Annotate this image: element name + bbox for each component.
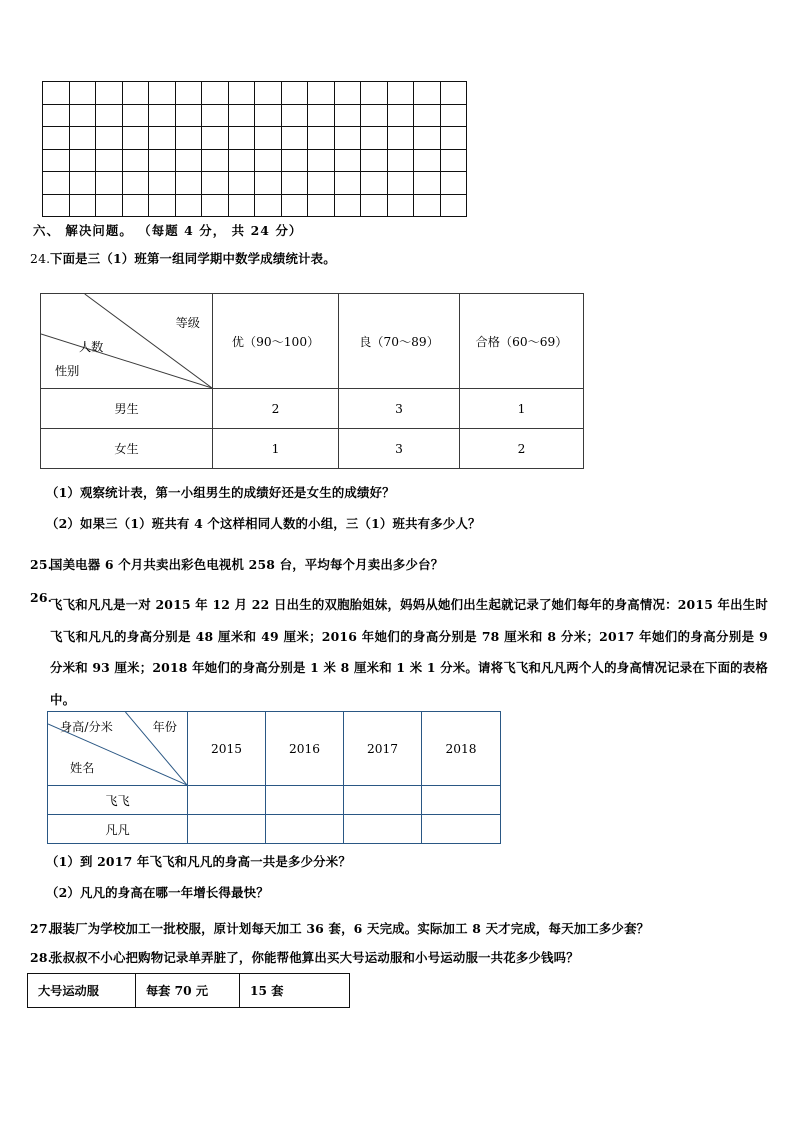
writing-grid-cell[interactable] <box>96 172 123 195</box>
writing-grid-cell[interactable] <box>175 127 202 150</box>
q24-corner-gender-label: 性别 <box>55 364 80 378</box>
writing-grid-cell[interactable] <box>361 127 388 150</box>
writing-grid-cell[interactable] <box>228 172 255 195</box>
q26-number: 26. <box>30 590 53 605</box>
q26-sub-1: （1）到 2017 年飞飞和凡凡的身高一共是多少分米？ <box>46 854 351 869</box>
writing-grid-cell[interactable] <box>414 149 441 172</box>
writing-grid-cell[interactable] <box>440 82 467 105</box>
writing-grid-cell[interactable] <box>414 104 441 127</box>
writing-grid-cell[interactable] <box>228 82 255 105</box>
writing-grid-cell[interactable] <box>202 82 229 105</box>
writing-grid-cell[interactable] <box>69 194 96 217</box>
q24-stem: 下面是三（1）班第一组同学期中数学成绩统计表。 <box>50 251 336 266</box>
writing-grid-cell[interactable] <box>69 149 96 172</box>
writing-grid-cell[interactable] <box>228 127 255 150</box>
q28-number: 28. <box>30 950 53 965</box>
writing-grid-cell[interactable] <box>440 149 467 172</box>
writing-grid-cell[interactable] <box>149 149 176 172</box>
writing-grid-row <box>43 194 467 217</box>
writing-grid-cell[interactable] <box>122 172 149 195</box>
writing-grid-cell[interactable] <box>334 127 361 150</box>
q24-corner-count-label: 人数 <box>79 340 104 354</box>
writing-grid-cell[interactable] <box>43 82 70 105</box>
writing-grid-cell[interactable] <box>43 194 70 217</box>
writing-grid-cell[interactable] <box>96 127 123 150</box>
writing-grid-cell[interactable] <box>308 149 335 172</box>
writing-grid-cell[interactable] <box>308 172 335 195</box>
writing-grid-cell[interactable] <box>414 194 441 217</box>
q24-cell: 3 <box>339 429 460 469</box>
writing-grid-cell[interactable] <box>202 104 229 127</box>
writing-grid-cell[interactable] <box>387 104 414 127</box>
writing-grid-cell[interactable] <box>69 127 96 150</box>
writing-grid-cell[interactable] <box>122 194 149 217</box>
writing-grid-cell[interactable] <box>361 194 388 217</box>
q26-sub-2: （2）凡凡的身高在哪一年增长得最快？ <box>46 885 269 900</box>
writing-grid-cell[interactable] <box>149 194 176 217</box>
writing-grid-cell[interactable] <box>96 149 123 172</box>
writing-grid-cell[interactable] <box>281 127 308 150</box>
writing-grid-cell[interactable] <box>387 82 414 105</box>
writing-grid-cell[interactable] <box>281 172 308 195</box>
writing-grid-cell[interactable] <box>96 194 123 217</box>
writing-grid-cell[interactable] <box>440 194 467 217</box>
writing-grid-cell[interactable] <box>122 104 149 127</box>
writing-grid-cell[interactable] <box>202 172 229 195</box>
writing-grid-table <box>42 81 467 217</box>
writing-grid-cell[interactable] <box>255 172 282 195</box>
q26-answer-cell[interactable] <box>422 815 501 844</box>
writing-grid-row <box>43 127 467 150</box>
writing-grid-cell[interactable] <box>175 104 202 127</box>
q24-corner-cell <box>41 294 213 389</box>
q24-corner-grade-label: 等级 <box>175 316 200 330</box>
writing-grid-cell[interactable] <box>122 127 149 150</box>
writing-grid-cell[interactable] <box>175 149 202 172</box>
writing-grid-cell[interactable] <box>440 104 467 127</box>
table-row <box>28 974 350 1008</box>
writing-grid-cell[interactable] <box>255 82 282 105</box>
writing-grid-cell[interactable] <box>334 82 361 105</box>
writing-grid-cell[interactable] <box>149 127 176 150</box>
writing-grid-cell[interactable] <box>334 149 361 172</box>
q26-corner-height-label: 身高/分米 <box>60 720 113 734</box>
q24-cell: 3 <box>339 389 460 429</box>
writing-grid-cell[interactable] <box>43 149 70 172</box>
section-heading: 六、 解决问题。 （每题 4 分， 共 24 分） <box>33 223 303 238</box>
q26-height-table <box>47 711 501 844</box>
q24-col-header: 合格（60～69） <box>460 294 584 389</box>
table-row <box>41 389 584 429</box>
q26-col-header: 2016 <box>266 712 344 786</box>
writing-grid-cell[interactable] <box>228 104 255 127</box>
q26-answer-cell[interactable] <box>344 815 422 844</box>
writing-grid-cell[interactable] <box>334 194 361 217</box>
q25-number: 25. <box>30 557 53 572</box>
writing-grid-cell[interactable] <box>308 127 335 150</box>
q24-statistics-table <box>40 293 584 469</box>
q26-answer-cell[interactable] <box>188 815 266 844</box>
q24-col-header: 良（70～89） <box>339 294 460 389</box>
writing-grid-cell[interactable] <box>361 82 388 105</box>
writing-grid-row <box>43 82 467 105</box>
writing-grid-cell[interactable] <box>255 149 282 172</box>
writing-grid-cell[interactable] <box>361 149 388 172</box>
writing-grid-cell[interactable] <box>387 172 414 195</box>
q26-row-label: 凡凡 <box>48 815 188 844</box>
writing-grid-cell[interactable] <box>281 194 308 217</box>
writing-grid-cell[interactable] <box>175 172 202 195</box>
q24-number: 24. <box>30 251 51 266</box>
writing-grid-cell[interactable] <box>175 194 202 217</box>
writing-grid-cell[interactable] <box>96 82 123 105</box>
writing-grid-row <box>43 149 467 172</box>
writing-grid-cell[interactable] <box>228 149 255 172</box>
writing-grid-cell[interactable] <box>361 172 388 195</box>
writing-grid-cell[interactable] <box>255 127 282 150</box>
q26-answer-cell[interactable] <box>188 786 266 815</box>
writing-grid-cell[interactable] <box>69 82 96 105</box>
q27-number: 27. <box>30 921 53 936</box>
writing-grid-cell[interactable] <box>149 104 176 127</box>
q24-cell: 1 <box>213 429 339 469</box>
writing-grid-cell[interactable] <box>255 104 282 127</box>
writing-grid-cell[interactable] <box>308 194 335 217</box>
writing-grid-cell[interactable] <box>149 82 176 105</box>
q26-col-header: 2018 <box>422 712 501 786</box>
q28-text: 张叔叔不小心把购物记录单弄脏了，你能帮他算出买大号运动服和小号运动服一共花多少钱吗？ <box>50 950 579 965</box>
q26-answer-cell[interactable] <box>422 786 501 815</box>
q24-sub-1: （1）观察统计表，第一小组男生的成绩好还是女生的成绩好？ <box>46 485 395 500</box>
writing-grid-cell[interactable] <box>361 104 388 127</box>
writing-grid-cell[interactable] <box>414 82 441 105</box>
writing-grid-cell[interactable] <box>122 149 149 172</box>
q24-cell: 2 <box>213 389 339 429</box>
writing-grid-row <box>43 104 467 127</box>
writing-grid-cell[interactable] <box>43 172 70 195</box>
writing-grid-cell[interactable] <box>414 172 441 195</box>
writing-grid-cell[interactable] <box>308 104 335 127</box>
q26-corner-cell <box>48 712 188 786</box>
q28-quantity: 15 套 <box>240 974 350 1008</box>
q24-col-header: 优（90～100） <box>213 294 339 389</box>
q28-item-name: 大号运动服 <box>28 974 136 1008</box>
q24-sub-2: （2）如果三（1）班共有 4 个这样相同人数的小组，三（1）班共有多少人？ <box>46 516 481 531</box>
answer-writing-grid <box>42 81 467 217</box>
writing-grid-cell[interactable] <box>414 127 441 150</box>
writing-grid-cell[interactable] <box>202 127 229 150</box>
q26-row-label: 飞飞 <box>48 786 188 815</box>
q28-receipt-table <box>27 973 350 1008</box>
q24-row-label: 女生 <box>41 429 213 469</box>
writing-grid-cell[interactable] <box>202 149 229 172</box>
q26-corner-year-label: 年份 <box>152 720 177 734</box>
writing-grid-cell[interactable] <box>334 104 361 127</box>
writing-grid-cell[interactable] <box>202 194 229 217</box>
writing-grid-cell[interactable] <box>387 149 414 172</box>
writing-grid-cell[interactable] <box>281 82 308 105</box>
writing-grid-cell[interactable] <box>96 104 123 127</box>
writing-grid-cell[interactable] <box>43 127 70 150</box>
writing-grid-cell[interactable] <box>334 172 361 195</box>
q28-unit-price: 每套 70 元 <box>136 974 240 1008</box>
writing-grid-row <box>43 172 467 195</box>
writing-grid-cell[interactable] <box>387 194 414 217</box>
q27-text: 服装厂为学校加工一批校服，原计划每天加工 36 套，6 天完成。实际加工 8 天才完成，每天加工多少套？ <box>50 921 650 936</box>
writing-grid-cell[interactable] <box>255 194 282 217</box>
writing-grid-cell[interactable] <box>175 82 202 105</box>
q26-col-header: 2017 <box>344 712 422 786</box>
writing-grid-cell[interactable] <box>440 127 467 150</box>
writing-grid-cell[interactable] <box>69 172 96 195</box>
writing-grid-cell[interactable] <box>69 104 96 127</box>
q25-text: 国美电器 6 个月共卖出彩色电视机 258 台，平均每个月卖出多少台？ <box>50 557 444 572</box>
q26-answer-cell[interactable] <box>344 786 422 815</box>
writing-grid-cell[interactable] <box>387 127 414 150</box>
writing-grid-cell[interactable] <box>228 194 255 217</box>
q26-col-header: 2015 <box>188 712 266 786</box>
table-row <box>48 815 501 844</box>
writing-grid-cell[interactable] <box>43 104 70 127</box>
q26-corner-name-label: 姓名 <box>70 761 95 775</box>
writing-grid-cell[interactable] <box>122 82 149 105</box>
table-row <box>48 786 501 815</box>
q24-cell: 1 <box>460 389 584 429</box>
q24-cell: 2 <box>460 429 584 469</box>
writing-grid-cell[interactable] <box>281 149 308 172</box>
writing-grid-cell[interactable] <box>149 172 176 195</box>
q24-row-label: 男生 <box>41 389 213 429</box>
q26-answer-cell[interactable] <box>266 786 344 815</box>
q26-text: 飞飞和凡凡是一对 2015 年 12 月 22 日出生的双胞胎姐妹，妈妈从她们出生起就记录了她们每年的身高情况：2015 年出生时飞飞和凡凡的身高分别是 48 厘米和 49 厘米；2016 年她们的身高分别是 78 厘米和 8 分米；2017 年她们的身高分别是 9 分米和 93 厘米；2018 年她们的身高分别是 1 米 8 厘米和 1 米 1 分米。请将飞飞和凡凡两个人的身高情况记录在下面的表格中。 <box>50 597 768 707</box>
writing-grid-cell[interactable] <box>440 172 467 195</box>
writing-grid-cell[interactable] <box>281 104 308 127</box>
writing-grid-cell[interactable] <box>308 82 335 105</box>
q26-answer-cell[interactable] <box>266 815 344 844</box>
table-row <box>41 429 584 469</box>
